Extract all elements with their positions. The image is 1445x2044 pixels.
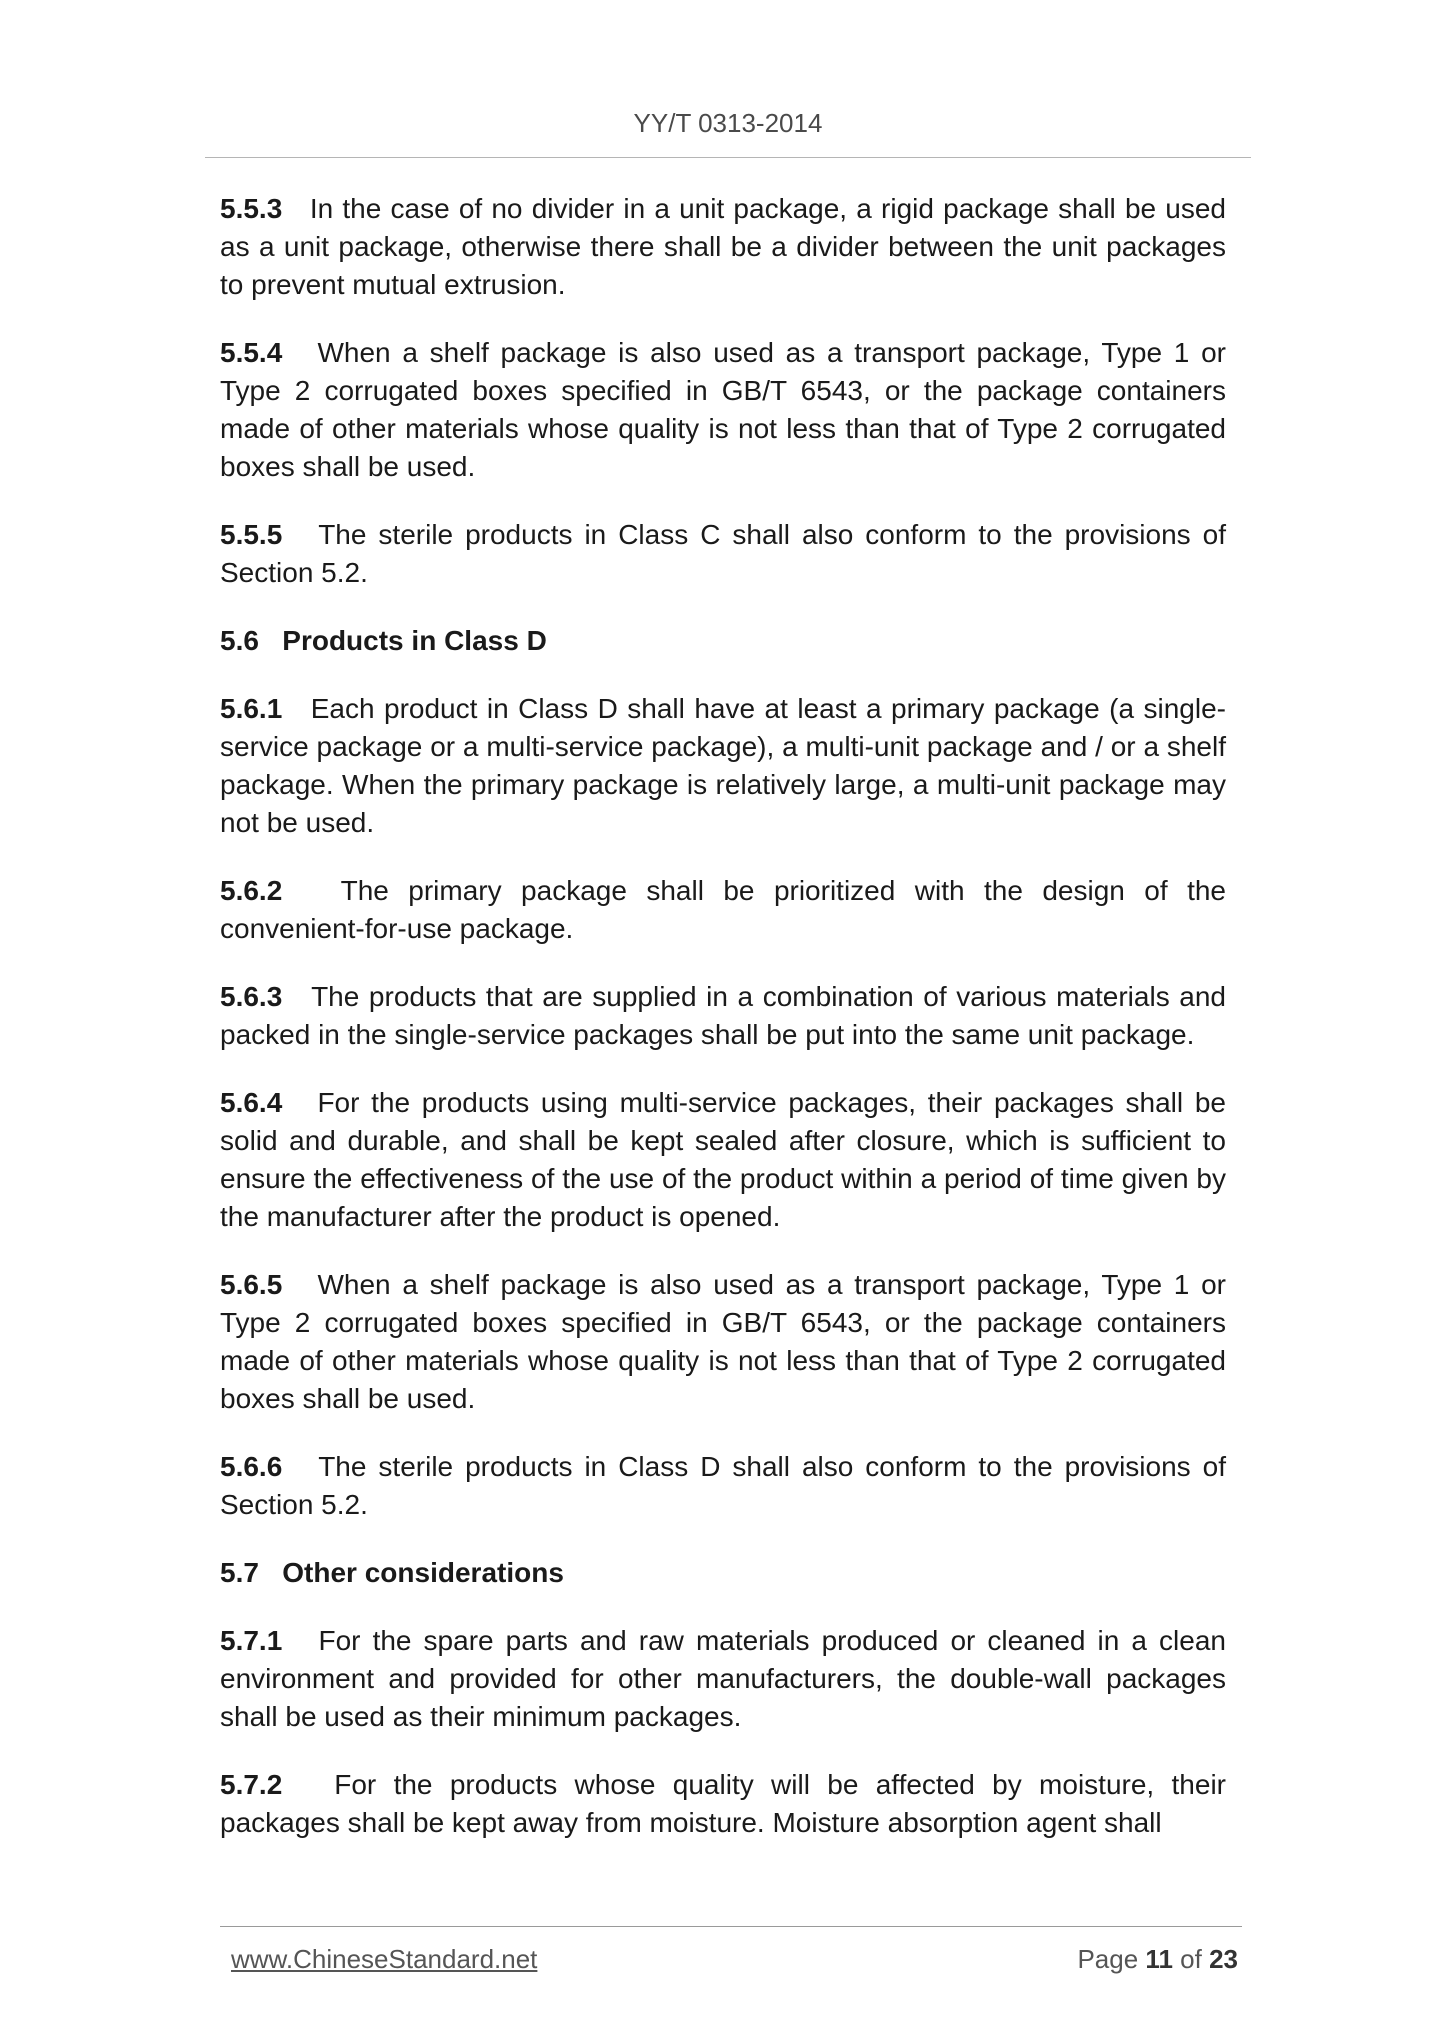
- clause-5-6-5: [220, 1266, 1226, 1418]
- clause-text: In the case of no divider in a unit package, a rigid package shall be used as a unit package, otherwise there shall be a divider between the unit packages to prevent mutual extrusion.: [220, 193, 1226, 300]
- clause-text: The primary package shall be prioritized with the design of the convenient-for-use package.: [220, 875, 1226, 944]
- clause-5-5-3: [220, 190, 1226, 304]
- section-number: 5.6: [220, 625, 259, 656]
- section-title: Other considerations: [282, 1557, 564, 1588]
- section-number: 5.7: [220, 1557, 259, 1588]
- document-body: [220, 190, 1226, 1872]
- clause-text: Each product in Class D shall have at least a primary package (a single-service package or a multi-service package), a multi-unit package and / or a shelf package. When the primary package is relatively large, a multi-unit package may not be used.: [220, 693, 1226, 838]
- clause-5-5-4: [220, 334, 1226, 486]
- page-prefix: Page: [1077, 1944, 1139, 1974]
- clause-5-6-6: [220, 1448, 1226, 1524]
- clause-text: When a shelf package is also used as a transport package, Type 1 or Type 2 corrugated boxes specified in GB/T 6543, or the package containers made of other materials whose quality is not less than that of Type 2 corrugated boxes shall be used.: [220, 337, 1226, 482]
- clause-number: 5.6.2: [220, 875, 283, 906]
- clause-5-6-2: [220, 872, 1226, 948]
- clause-number: 5.5.4: [220, 337, 283, 368]
- clause-text: The sterile products in Class C shall also conform to the provisions of Section 5.2.: [220, 519, 1226, 588]
- clause-text: For the spare parts and raw materials produced or cleaned in a clean environment and provided for other manufacturers, the double-wall packages shall be used as their minimum packages.: [220, 1625, 1226, 1732]
- page-of: of: [1180, 1944, 1202, 1974]
- clause-number: 5.7.2: [220, 1769, 283, 1800]
- clause-text: The sterile products in Class D shall also conform to the provisions of Section 5.2.: [220, 1451, 1226, 1520]
- clause-number: 5.6.5: [220, 1269, 283, 1300]
- clause-number: 5.5.3: [220, 193, 283, 224]
- clause-number: 5.5.5: [220, 519, 283, 550]
- clause-5-6-1: [220, 690, 1226, 842]
- clause-5-6-4: [220, 1084, 1226, 1236]
- clause-text: The products that are supplied in a combination of various materials and packed in the single-service packages shall be put into the same unit package.: [220, 981, 1226, 1050]
- clause-text: For the products using multi-service packages, their packages shall be solid and durable, and shall be kept sealed after closure, which is sufficient to ensure the effectiveness of the use of the product within a period of time given by the manufacturer after the product is opened.: [220, 1087, 1226, 1232]
- page-number: [1077, 1944, 1238, 1975]
- footer-website-link[interactable]: www.ChineseStandard.net: [231, 1944, 538, 1974]
- clause-text: For the products whose quality will be affected by moisture, their packages shall be kept away from moisture. Moisture absorption agent shall: [220, 1769, 1226, 1838]
- section-heading-5-7: [220, 1554, 1226, 1592]
- clause-number: 5.6.6: [220, 1451, 283, 1482]
- total-pages: 23: [1209, 1944, 1238, 1974]
- clause-number: 5.7.1: [220, 1625, 283, 1656]
- footer-divider: [220, 1926, 1242, 1927]
- section-title: Products in Class D: [282, 625, 547, 656]
- clause-number: 5.6.3: [220, 981, 283, 1012]
- clause-5-7-1: [220, 1622, 1226, 1736]
- current-page: 11: [1145, 1944, 1173, 1974]
- section-heading-5-6: [220, 622, 1226, 660]
- clause-text: When a shelf package is also used as a transport package, Type 1 or Type 2 corrugated boxes specified in GB/T 6543, or the package containers made of other materials whose quality is not less than that of Type 2 corrugated boxes shall be used.: [220, 1269, 1226, 1414]
- clause-5-5-5: [220, 516, 1226, 592]
- clause-5-7-2: [220, 1766, 1226, 1842]
- clause-number: 5.6.4: [220, 1087, 283, 1118]
- header-divider: [205, 157, 1251, 158]
- page-header-doc-id: YY/T 0313-2014: [633, 108, 823, 138]
- clause-5-6-3: [220, 978, 1226, 1054]
- clause-number: 5.6.1: [220, 693, 283, 724]
